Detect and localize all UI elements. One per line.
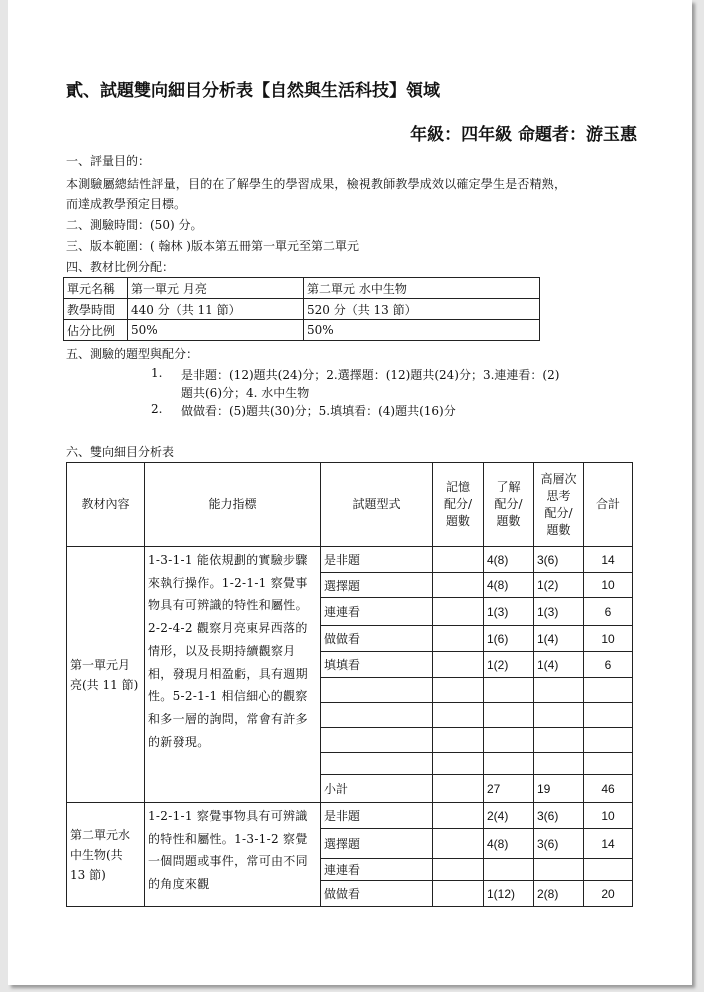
types-item-2-number: 2. <box>151 402 163 416</box>
ratio-heading: 四、教材比例分配： <box>66 260 175 274</box>
subtotal-total: 46 <box>584 775 633 803</box>
ratio-cell: 50% <box>128 320 304 341</box>
higher-score: 3(6) <box>534 547 584 573</box>
higher-score: 1(4) <box>534 652 584 678</box>
higher-score: 1(4) <box>534 626 584 652</box>
empty-cell <box>321 703 433 728</box>
subtotal-higher: 19 <box>534 775 584 803</box>
header-memory-line: 記憶 <box>445 480 470 494</box>
memory-score <box>433 573 484 598</box>
row-total: 10 <box>584 626 633 652</box>
header-question-type: 試題型式 <box>321 463 433 547</box>
memory-score <box>433 547 484 573</box>
scope-line: 三、版本範圍：( 翰林 )版本第五冊第一單元至第二單元 <box>66 239 359 253</box>
header-indicator: 能力指標 <box>145 463 321 547</box>
higher-score <box>534 859 584 881</box>
unit-2-indicators: 1-2-1-1 察覺事物具有可辨識的特性和屬性。1-3-1-2 察覺一個問題或事件，常可由不同的角度來觀 <box>145 803 321 907</box>
question-type: 填填看 <box>321 652 433 678</box>
ratio-cell: 440 分（共 11 節） <box>128 299 304 320</box>
header-higher-line: 題數 <box>546 522 571 537</box>
header-understand <box>484 463 534 547</box>
memory-score <box>433 859 484 881</box>
unit-1-indicators: 1-3-1-1 能依規劃的實驗步驟來執行操作。1-2-1-1 察覺事物具有可辨識的特性和屬性。2-2-4-2 觀察月亮東昇西落的情形，以及長期持續觀察月相，發現月相盈虧，具有週期性。5-2-1-1 相信細心的觀察和多一層的詢問，常會有許多的新發現。 <box>145 547 321 803</box>
understand-score <box>484 859 534 881</box>
analysis-header-row <box>67 463 633 547</box>
purpose-heading: 一、評量目的： <box>66 154 151 168</box>
subtotal-memory <box>433 775 484 803</box>
grade-author-line: 年級：四年級 命題者：游玉惠 <box>410 125 637 145</box>
types-item-1-line-a: 是非題：(12)題共(24)分；2.選擇題：(12)題共(24)分；3.連連看：(2) <box>181 368 560 382</box>
empty-cell <box>484 703 534 728</box>
question-type: 做做看 <box>321 881 433 907</box>
understand-score: 4(8) <box>484 573 534 598</box>
question-type: 是非題 <box>321 803 433 829</box>
higher-score: 3(6) <box>534 803 584 829</box>
header-content: 教材內容 <box>67 463 145 547</box>
ratio-cell: 第一單元 月亮 <box>128 278 304 299</box>
header-higher <box>534 463 584 547</box>
header-memory-line: 題數 <box>445 514 470 528</box>
subtotal-label: 小計 <box>321 775 433 803</box>
empty-cell <box>433 703 484 728</box>
types-item-1-number: 1. <box>151 366 163 380</box>
empty-cell <box>321 678 433 703</box>
row-total: 10 <box>584 803 633 829</box>
understand-score: 4(8) <box>484 829 534 859</box>
ratio-row <box>64 278 540 299</box>
row-total: 14 <box>584 547 633 573</box>
analysis-table <box>66 462 633 907</box>
row-total: 14 <box>584 829 633 859</box>
header-total: 合計 <box>584 463 633 547</box>
memory-score <box>433 598 484 626</box>
empty-cell <box>534 703 584 728</box>
higher-score: 3(6) <box>534 829 584 859</box>
types-heading: 五、測驗的題型與配分： <box>66 347 199 361</box>
ratio-cell: 50% <box>304 320 540 341</box>
ratio-row <box>64 320 540 341</box>
empty-cell <box>433 678 484 703</box>
question-type: 連連看 <box>321 859 433 881</box>
understand-score: 1(12) <box>484 881 534 907</box>
understand-score: 1(2) <box>484 652 534 678</box>
memory-score <box>433 652 484 678</box>
empty-cell <box>584 703 633 728</box>
memory-score <box>433 626 484 652</box>
header-understand-line: 配分/ <box>494 497 523 511</box>
empty-cell <box>534 753 584 775</box>
empty-cell <box>484 678 534 703</box>
question-type: 做做看 <box>321 626 433 652</box>
empty-cell <box>433 728 484 753</box>
header-higher-line: 思考 <box>546 488 571 503</box>
ratio-cell: 520 分（共 13 節） <box>304 299 540 320</box>
memory-score <box>433 881 484 907</box>
empty-cell <box>321 728 433 753</box>
memory-score <box>433 829 484 859</box>
question-type: 選擇題 <box>321 573 433 598</box>
understand-score: 2(4) <box>484 803 534 829</box>
row-total: 20 <box>584 881 633 907</box>
row-total: 6 <box>584 652 633 678</box>
empty-cell <box>433 753 484 775</box>
understand-score: 1(6) <box>484 626 534 652</box>
empty-cell <box>321 753 433 775</box>
ratio-cell: 教學時間 <box>64 299 128 320</box>
unit-2-name: 第二單元水中生物(共 13 節) <box>67 803 145 907</box>
header-understand-line: 了解 <box>496 480 521 494</box>
page-title: 貳、試題雙向細目分析表【自然與生活科技】領域 <box>66 81 440 101</box>
empty-cell <box>584 728 633 753</box>
ratio-cell: 第二單元 水中生物 <box>304 278 540 299</box>
time-line: 二、測驗時間：(50) 分。 <box>66 218 203 232</box>
question-type: 連連看 <box>321 598 433 626</box>
ratio-cell: 單元名稱 <box>64 278 128 299</box>
header-higher-line: 配分/ <box>544 505 573 520</box>
unit-1-name: 第一單元月亮(共 11 節) <box>67 547 145 803</box>
header-memory <box>433 463 484 547</box>
memory-score <box>433 803 484 829</box>
analysis-heading: 六、雙向細目分析表 <box>66 445 175 459</box>
header-higher-line: 高層次 <box>540 471 577 486</box>
table-row <box>67 547 633 573</box>
ratio-table <box>63 277 540 341</box>
empty-cell <box>584 753 633 775</box>
header-memory-line: 配分/ <box>443 497 473 511</box>
empty-cell <box>484 728 534 753</box>
understand-score: 4(8) <box>484 547 534 573</box>
question-type: 是非題 <box>321 547 433 573</box>
empty-cell <box>534 728 584 753</box>
header-understand-line: 題數 <box>496 514 521 528</box>
understand-score: 1(3) <box>484 598 534 626</box>
subtotal-understand: 27 <box>484 775 534 803</box>
types-item-2: 做做看：(5)題共(30)分；5.填填看：(4)題共(16)分 <box>181 404 456 418</box>
row-total <box>584 859 633 881</box>
types-item-1-line-b: 題共(6)分；4. 水中生物 <box>181 386 310 400</box>
higher-score: 1(2) <box>534 573 584 598</box>
empty-cell <box>534 678 584 703</box>
table-row <box>67 803 633 829</box>
purpose-line-1: 本測驗屬總結性評量，目的在了解學生的學習成果，檢視教師教學成效以確定學生是否精熟， <box>66 177 567 191</box>
higher-score: 1(3) <box>534 598 584 626</box>
higher-score: 2(8) <box>534 881 584 907</box>
row-total: 10 <box>584 573 633 598</box>
question-type: 選擇題 <box>321 829 433 859</box>
ratio-cell: 佔分比例 <box>64 320 128 341</box>
empty-cell <box>584 678 633 703</box>
empty-cell <box>484 753 534 775</box>
purpose-line-2: 而達成教學預定目標。 <box>66 197 187 211</box>
row-total: 6 <box>584 598 633 626</box>
ratio-row <box>64 299 540 320</box>
